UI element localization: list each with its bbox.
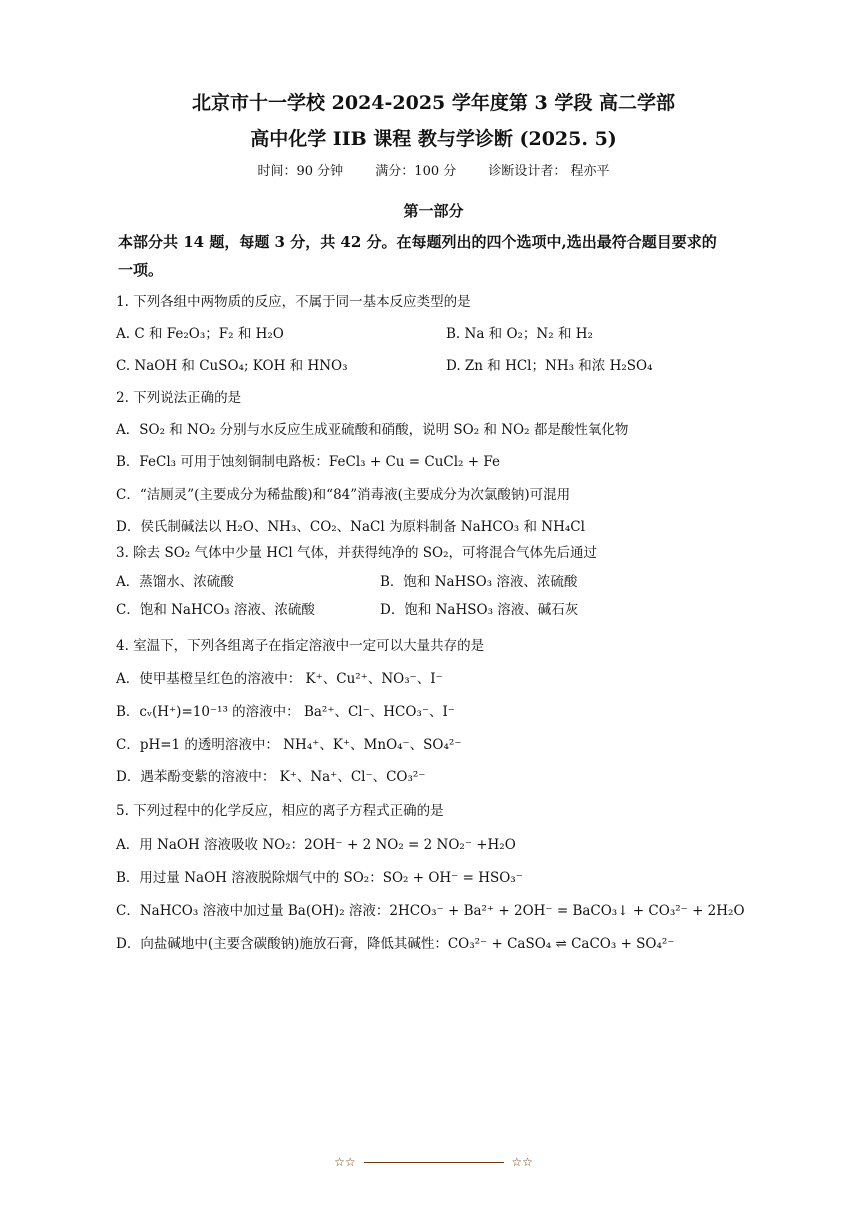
q3-stem: 3. 除去 SO₂ 气体中少量 HCl 气体，并获得纯净的 SO₂，可将混合气体先后通过 [116, 545, 598, 561]
q2-stem: 2. 下列说法正确的是 [116, 390, 242, 406]
q5-option-c: C．NaHCO₃ 溶液中加过量 Ba(OH)₂ 溶液：2HCO₃⁻ + Ba²⁺ + 2OH⁻ = BaCO₃↓ + CO₃²⁻ + 2H₂O [116, 903, 745, 919]
q4-option-d: D．遇苯酚变紫的溶液中： K⁺、Na⁺、Cl⁻、CO₃²⁻ [116, 769, 426, 785]
q2-option-d: D．侯氏制碱法以 H₂O、NH₃、CO₂、NaCl 为原料制备 NaHCO₃ 和 NH₄Cl [116, 519, 585, 535]
q4-stem: 4. 室温下，下列各组离子在指定溶液中一定可以大量共存的是 [116, 638, 485, 654]
exam-meta [0, 160, 867, 179]
q2-option-c: C．“洁厕灵”(主要成分为稀盐酸)和“84”消毒液(主要成分为次氯酸钠)可混用 [116, 487, 571, 503]
exam-score: 满分：100 分 [375, 164, 457, 179]
q3-option-a: A．蒸馏水、浓硫酸 [116, 574, 234, 590]
footer-stars-right: ☆☆ [511, 1155, 533, 1169]
footer-stars-left: ☆☆ [334, 1155, 356, 1169]
q5-option-b: B．用过量 NaOH 溶液脱除烟气中的 SO₂：SO₂ + OH⁻ = HSO₃⁻ [116, 870, 523, 886]
q1-option-d: D. Zn 和 HCl；NH₃ 和浓 H₂SO₄ [446, 358, 653, 374]
section-title: 第一部分 [403, 202, 464, 220]
q4-option-b: B．cᵥ(H⁺)=10⁻¹³ 的溶液中： Ba²⁺、Cl⁻、HCO₃⁻、I⁻ [116, 704, 455, 720]
q3-option-d: D．饱和 NaHSO₃ 溶液、碱石灰 [380, 602, 579, 618]
q1-option-a: A. C 和 Fe₂O₃；F₂ 和 H₂O [116, 326, 284, 342]
exam-designer: 诊断设计者： 程亦平 [488, 164, 610, 179]
page-footer [0, 1155, 867, 1169]
q3-option-b: B．饱和 NaHSO₃ 溶液、浓硫酸 [380, 574, 578, 590]
q3-option-c: C．饱和 NaHCO₃ 溶液、浓硫酸 [116, 602, 315, 618]
exam-time: 时间：90 分钟 [257, 164, 344, 179]
q5-option-d: D．向盐碱地中(主要含碳酸钠)施放石膏，降低其碱性：CO₃²⁻ + CaSO₄ ⇌ CaCO₃ + SO₄²⁻ [116, 936, 675, 952]
q2-option-a: A．SO₂ 和 NO₂ 分别与水反应生成亚硫酸和硝酸，说明 SO₂ 和 NO₂ 都是酸性氧化物 [116, 422, 629, 438]
footer-divider [364, 1162, 504, 1163]
exam-title-line1: 北京市十一学校 2024-2025 学年度第 3 学段 高二学部 [192, 92, 675, 114]
exam-title-line2: 高中化学 IIB 课程 教与学诊断 (2025. 5) [250, 128, 617, 150]
q4-option-a: A．使甲基橙呈红色的溶液中： K⁺、Cu²⁺、NO₃⁻、I⁻ [116, 671, 443, 687]
q1-option-b: B. Na 和 O₂；N₂ 和 H₂ [446, 326, 593, 342]
q2-option-b: B．FeCl₃ 可用于蚀刻铜制电路板：FeCl₃ + Cu = CuCl₂ + Fe [116, 454, 500, 470]
section-intro: 本部分共 14 题，每题 3 分，共 42 分。在每题列出的四个选项中,选出最符合题目要求的一项。 [118, 233, 717, 279]
q5-stem: 5. 下列过程中的化学反应，相应的离子方程式正确的是 [116, 803, 444, 819]
q5-option-a: A．用 NaOH 溶液吸收 NO₂：2OH⁻ + 2 NO₂ = 2 NO₂⁻ +H₂O [116, 837, 516, 853]
q4-option-c: C．pH=1 的透明溶液中： NH₄⁺、K⁺、MnO₄⁻、SO₄²⁻ [116, 737, 462, 753]
q1-option-c: C. NaOH 和 CuSO₄; KOH 和 HNO₃ [116, 358, 348, 374]
q1-stem: 1. 下列各组中两物质的反应，不属于同一基本反应类型的是 [116, 294, 471, 310]
